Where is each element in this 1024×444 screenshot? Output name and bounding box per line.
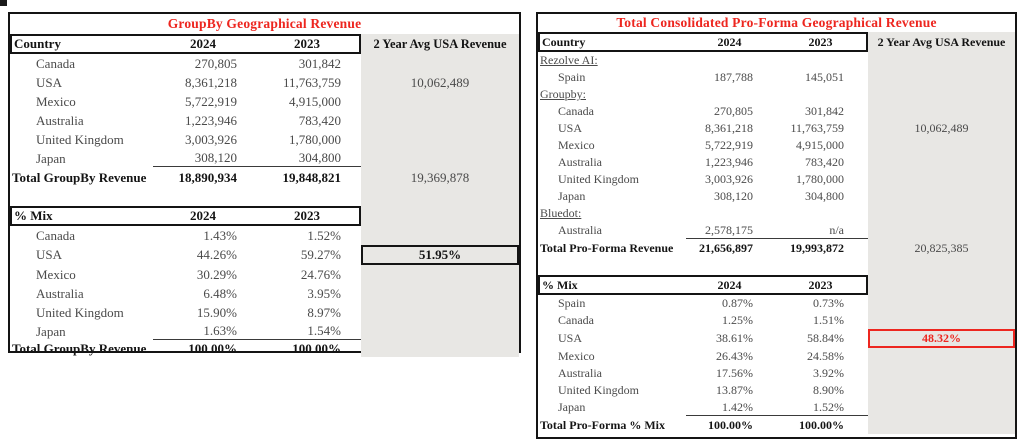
- table-row: [10, 284, 519, 303]
- total-2024-cell: 100.00%: [708, 417, 753, 432]
- country-cell: Canada: [558, 104, 594, 118]
- total-2023-cell: 100.00%: [799, 417, 844, 432]
- value-2024-cell: 8,361,218: [705, 121, 753, 135]
- avg-cell: [361, 265, 519, 284]
- mix-2024-cell: 30.29%: [196, 266, 237, 282]
- country-cell: USA: [36, 74, 63, 90]
- value-2024-cell: 8,361,218: [185, 74, 237, 90]
- table-row: [538, 295, 1015, 312]
- avg-cell: [868, 205, 1015, 222]
- avg-cell: [361, 206, 519, 226]
- mix-2024-cell: 17.56%: [716, 366, 753, 380]
- value-2024-cell: 308,120: [153, 150, 257, 167]
- column-header-country: Country: [14, 36, 61, 51]
- avg-cell: [868, 312, 1015, 329]
- mix-2023-cell: 24.76%: [300, 266, 341, 282]
- column-header-2024: 2024: [190, 36, 216, 51]
- table-row: [538, 399, 1015, 416]
- country-cell: USA: [36, 247, 63, 262]
- value-2024-cell: 5,722,919: [705, 138, 753, 152]
- avg-cell: [361, 341, 519, 357]
- spacer-row: [538, 258, 1015, 275]
- avg-total-revenue-value: 20,825,385: [868, 239, 1015, 258]
- groupby-revenue-table: [8, 12, 521, 356]
- value-2024-cell: 2,578,175: [686, 223, 777, 239]
- section-row: [538, 205, 1015, 222]
- table-row: [538, 120, 1015, 137]
- value-2023-cell: 11,763,759: [282, 74, 341, 90]
- avg-usa-revenue-value: 10,062,489: [361, 73, 519, 92]
- value-2024-cell: 5,722,919: [185, 93, 237, 109]
- value-2023-cell: n/a: [777, 223, 868, 239]
- avg-cell: [868, 137, 1015, 154]
- mix-2023-cell: 1.52%: [777, 400, 868, 416]
- country-cell: United Kingdom: [558, 172, 639, 186]
- country-cell: Canada: [558, 313, 594, 327]
- value-2024-cell: 3,003,926: [185, 131, 237, 147]
- table-row: [538, 365, 1015, 382]
- avg-usa-revenue-value: 10,062,489: [868, 120, 1015, 137]
- value-2023-cell: 783,420: [805, 155, 844, 169]
- value-2023-cell: 11,763,759: [790, 121, 844, 135]
- country-cell: Japan: [36, 150, 66, 166]
- country-cell: Canada: [36, 55, 75, 71]
- avg-cell: [361, 322, 519, 341]
- total-2023-cell: 19,848,821: [282, 169, 341, 185]
- value-2023-cell: 783,420: [298, 112, 341, 128]
- total-2024-cell: 18,890,934: [178, 169, 237, 185]
- mix-2024-cell: 1.25%: [722, 313, 753, 327]
- mix-2023-cell: 1.51%: [813, 313, 844, 327]
- country-cell: Mexico: [36, 93, 76, 109]
- value-2024-cell: 270,805: [714, 104, 753, 118]
- value-2023-cell: 4,915,000: [796, 138, 844, 152]
- value-2023-cell: 301,842: [805, 104, 844, 118]
- column-header-country: Country: [542, 34, 586, 49]
- avg-cell: [361, 303, 519, 322]
- country-cell: Japan: [558, 189, 586, 203]
- header-row: [10, 34, 519, 54]
- mix-header-box: [10, 206, 361, 226]
- table-row: [538, 188, 1015, 205]
- mix-header-box: [538, 275, 868, 295]
- country-cell: USA: [558, 121, 583, 135]
- mix-2023-cell: 0.73%: [813, 296, 844, 310]
- total-label: Total GroupBy Revenue: [12, 169, 147, 185]
- country-cell: Australia: [558, 155, 602, 169]
- avg-cell: [868, 275, 1015, 295]
- screen-corner-artifact: [0, 0, 7, 6]
- mix-2023-cell: 59.27%: [300, 247, 341, 262]
- mix-total-row: [538, 416, 1015, 434]
- table-row: [538, 69, 1015, 86]
- table-row: [538, 222, 1015, 239]
- table-row: [538, 329, 1015, 348]
- header-box: [10, 34, 361, 54]
- mix-header-row: [10, 206, 519, 226]
- mix-2023-cell: 8.90%: [813, 383, 844, 397]
- avg-total-revenue-value: 19,369,878: [361, 168, 519, 187]
- country-cell: United Kingdom: [36, 304, 124, 320]
- column-header-2023: 2023: [294, 36, 320, 51]
- table-row: [10, 92, 519, 111]
- country-cell: Australia: [558, 366, 602, 380]
- column-header-2023: 2023: [808, 277, 833, 292]
- table-row: [10, 111, 519, 130]
- country-cell: Spain: [558, 70, 586, 84]
- section-label: Rezolve AI:: [540, 53, 598, 67]
- total-label: Total GroupBy Revenue: [12, 341, 147, 356]
- country-cell: Japan: [558, 400, 586, 414]
- value-2024-cell: 270,805: [194, 55, 237, 71]
- column-header-2023: 2023: [294, 208, 320, 223]
- avg-cell: [868, 295, 1015, 312]
- mix-2024-cell: 1.63%: [153, 323, 257, 340]
- avg-cell: [868, 222, 1015, 239]
- mix-2023-cell: 24.58%: [807, 349, 844, 363]
- mix-2023-cell: 3.92%: [813, 366, 844, 380]
- table-row: [538, 103, 1015, 120]
- avg-cell: [868, 86, 1015, 103]
- country-cell: Australia: [36, 112, 84, 128]
- total-row: [10, 168, 519, 187]
- section-row: [538, 52, 1015, 69]
- mix-2024-cell: 15.90%: [196, 304, 237, 320]
- avg-cell: [868, 365, 1015, 382]
- avg-cell: [361, 111, 519, 130]
- total-2024-cell: 100.00%: [188, 341, 237, 356]
- value-2023-cell: 4,915,000: [289, 93, 341, 109]
- total-label: Total Pro-Forma Revenue: [540, 241, 674, 255]
- country-cell: USA: [558, 331, 583, 345]
- table-row: [538, 382, 1015, 399]
- empty-cell: [868, 258, 1015, 275]
- avg-cell: [361, 54, 519, 73]
- avg-cell: [361, 92, 519, 111]
- table-row: [10, 130, 519, 149]
- total-row: [538, 239, 1015, 258]
- table-row: [538, 137, 1015, 154]
- mix-total-row: [10, 341, 519, 357]
- mix-2024-cell: 0.87%: [722, 296, 753, 310]
- total-2023-cell: 100.00%: [292, 341, 341, 356]
- table-title: Total Consolidated Pro-Forma Geographical Revenue: [538, 14, 1015, 32]
- value-2023-cell: 304,800: [805, 189, 844, 203]
- country-cell: Canada: [36, 227, 75, 243]
- table-row: [10, 149, 519, 168]
- country-cell: United Kingdom: [36, 131, 124, 147]
- header-box: [538, 32, 868, 52]
- value-2023-cell: 1,780,000: [796, 172, 844, 186]
- avg-cell: [868, 103, 1015, 120]
- table-row: [10, 54, 519, 73]
- proforma-revenue-table: [536, 12, 1017, 439]
- table-row: [10, 265, 519, 284]
- value-2023-cell: 304,800: [257, 150, 361, 167]
- value-2024-cell: 1,223,946: [185, 112, 237, 128]
- country-cell: Mexico: [558, 138, 595, 152]
- avg-cell: [868, 52, 1015, 69]
- mix-2023-cell: 1.54%: [257, 323, 361, 340]
- table-row: [10, 303, 519, 322]
- avg-cell: [868, 348, 1015, 365]
- section-row: [538, 86, 1015, 103]
- avg-cell: [361, 130, 519, 149]
- total-2023-cell: 19,993,872: [790, 241, 844, 255]
- mix-2023-cell: 58.84%: [807, 331, 844, 345]
- mix-2023-cell: 8.97%: [307, 304, 341, 320]
- avg-cell: [361, 284, 519, 303]
- table-row: [538, 171, 1015, 188]
- column-header-2023: 2023: [808, 34, 833, 49]
- value-2024-cell: 187,788: [714, 70, 753, 84]
- highlight-box-red: 48.32%: [868, 329, 1015, 348]
- value-2024-cell: 3,003,926: [705, 172, 753, 186]
- mix-2024-cell: 6.48%: [203, 285, 237, 301]
- avg-cell: [361, 226, 519, 245]
- mix-2024-cell: 1.42%: [686, 400, 777, 416]
- avg-cell: [868, 171, 1015, 188]
- value-2023-cell: 301,842: [298, 55, 341, 71]
- table-row: [10, 226, 519, 245]
- mix-2024-cell: 26.43%: [716, 349, 753, 363]
- total-label: Total Pro-Forma % Mix: [540, 417, 665, 432]
- table-row: [10, 245, 519, 265]
- country-cell: Australia: [558, 223, 602, 237]
- avg-cell: [868, 382, 1015, 399]
- country-cell: Japan: [36, 323, 66, 339]
- mix-2023-cell: 3.95%: [307, 285, 341, 301]
- total-2024-cell: 21,656,897: [699, 241, 753, 255]
- mix-2024-cell: 38.61%: [716, 331, 753, 345]
- mix-2024-cell: 13.87%: [716, 383, 753, 397]
- column-header-2024: 2024: [190, 208, 216, 223]
- highlight-box-black: 51.95%: [361, 245, 519, 265]
- table-row: [538, 154, 1015, 171]
- country-cell: Spain: [558, 296, 586, 310]
- table-title: GroupBy Geographical Revenue: [10, 14, 519, 34]
- column-header-mix: % Mix: [14, 208, 53, 223]
- country-cell: Mexico: [36, 266, 76, 282]
- mix-2024-cell: 44.26%: [196, 247, 237, 262]
- value-2024-cell: 1,223,946: [705, 155, 753, 169]
- value-2023-cell: 145,051: [805, 70, 844, 84]
- column-header-avg: 2 Year Avg USA Revenue: [361, 34, 519, 54]
- mix-2023-cell: 1.52%: [307, 227, 341, 243]
- value-2024-cell: 308,120: [714, 189, 753, 203]
- section-label: Bluedot:: [540, 206, 582, 220]
- table-row: [538, 312, 1015, 329]
- table-row: [10, 322, 519, 341]
- country-cell: Mexico: [558, 349, 595, 363]
- column-header-2024: 2024: [717, 277, 742, 292]
- mix-header-row: [538, 275, 1015, 295]
- table-row: [538, 348, 1015, 365]
- avg-cell: [868, 399, 1015, 416]
- avg-cell: [868, 69, 1015, 86]
- empty-cell: [361, 187, 519, 206]
- avg-cell: [868, 154, 1015, 171]
- header-row: [538, 32, 1015, 52]
- avg-cell: [868, 416, 1015, 434]
- avg-cell: [361, 149, 519, 168]
- spacer-row: [10, 187, 519, 206]
- value-2023-cell: 1,780,000: [289, 131, 341, 147]
- country-cell: Australia: [36, 285, 84, 301]
- column-header-avg: 2 Year Avg USA Revenue: [868, 32, 1015, 52]
- mix-2024-cell: 1.43%: [203, 227, 237, 243]
- country-cell: United Kingdom: [558, 383, 639, 397]
- avg-cell: [868, 188, 1015, 205]
- table-row: [10, 73, 519, 92]
- column-header-2024: 2024: [717, 34, 742, 49]
- section-label: Groupby:: [540, 87, 586, 101]
- column-header-mix: % Mix: [542, 277, 578, 292]
